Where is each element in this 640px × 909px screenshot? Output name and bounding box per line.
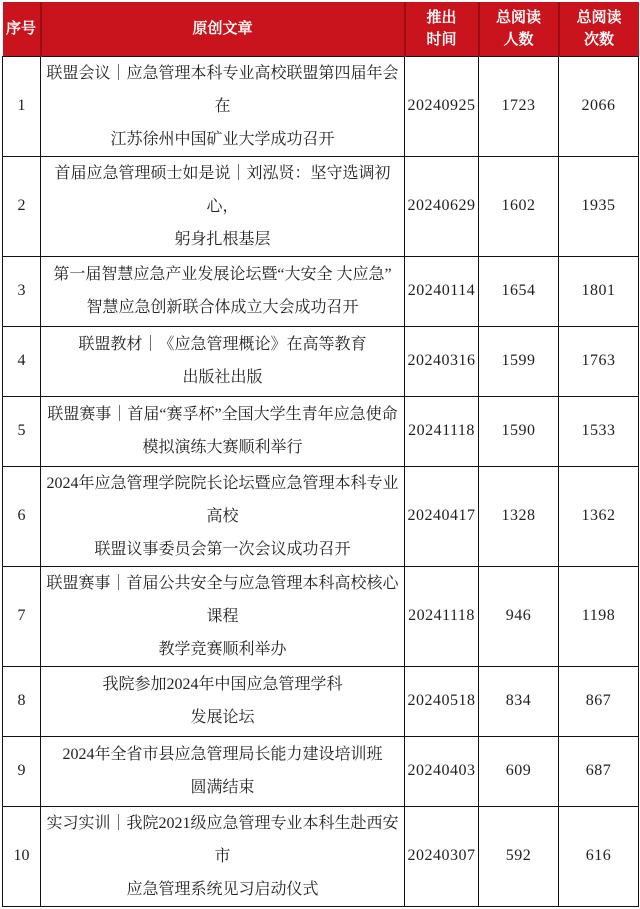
row-index-cell: 1: [3, 56, 41, 156]
article-title-cell: [41, 256, 405, 326]
col-header-article: [41, 2, 405, 56]
total-reads-cell: 687: [559, 736, 639, 806]
row-index-cell: 7: [3, 566, 41, 666]
table-body: [3, 56, 639, 906]
table-row: [3, 806, 639, 906]
publish-date-cell: 20240316: [405, 326, 479, 396]
article-title-line2: 圆满结束: [190, 779, 255, 796]
article-title-line2: 躬身扎根基层: [174, 230, 271, 248]
total-reads-cell: 2066: [559, 56, 639, 156]
table-row: [3, 566, 639, 666]
article-title-line2: 教学竞赛顺利举办: [158, 640, 287, 658]
total-reads-cell: 1533: [559, 396, 639, 466]
col-header-total-reads: 总阅读 次数: [559, 2, 639, 56]
total-reads-cell: 1801: [559, 256, 639, 326]
article-title-line1: 2024年全省市县应急管理局长能力建设培训班: [62, 746, 383, 763]
article-title-line1: 实习实训｜我院2021级应急管理专业本科生赴西安市: [46, 814, 399, 865]
table-row: [3, 326, 639, 396]
total-reads-cell: 1935: [559, 156, 639, 256]
table-row: [3, 466, 639, 566]
article-title-line1: 联盟赛事｜首届公共安全与应急管理本科高校核心课程: [46, 574, 399, 625]
article-stats-table: [2, 2, 639, 907]
article-title-line1: 首届应急管理硕士如是说｜刘泓贤：坚守选调初心，: [54, 164, 391, 215]
article-title-cell: [41, 56, 405, 156]
total-readers-cell: 946: [479, 566, 559, 666]
total-readers-cell: 834: [479, 666, 559, 736]
header-row: [3, 2, 639, 56]
article-title-line1: 联盟教材｜《应急管理概论》在高等教育: [78, 336, 367, 353]
article-title-cell: [41, 666, 405, 736]
publish-date-cell: 20241118: [405, 396, 479, 466]
article-title-cell: [41, 326, 405, 396]
article-title-cell: [41, 156, 405, 256]
total-readers-cell: 1328: [479, 466, 559, 566]
article-title-line1: 第一届智慧应急产业发展论坛暨“大安全 大应急”: [53, 266, 392, 283]
total-reads-cell: 1362: [559, 466, 639, 566]
article-title-cell: [41, 736, 405, 806]
publish-date-cell: 20240417: [405, 466, 479, 566]
publish-date-cell: 20241118: [405, 566, 479, 666]
col-header-total-readers: 总阅读 人数: [479, 2, 559, 56]
total-readers-cell: 1602: [479, 156, 559, 256]
total-reads-cell: 1198: [559, 566, 639, 666]
table-row: [3, 56, 639, 156]
row-index-cell: 9: [3, 736, 41, 806]
article-title-line2: 江苏徐州中国矿业大学成功召开: [110, 130, 335, 148]
article-title-line2: 应急管理系统见习启动仪式: [126, 880, 319, 898]
table-row: [3, 256, 639, 326]
total-reads-cell: 1763: [559, 326, 639, 396]
article-title-cell: [41, 806, 405, 906]
article-title-line2: 出版社出版: [182, 369, 263, 386]
total-readers-cell: 1590: [479, 396, 559, 466]
article-title-line1: 联盟赛事｜首届“赛孚杯”全国大学生青年应急使命: [47, 406, 398, 423]
col-header-index-label: 序号: [5, 19, 36, 37]
total-readers-cell: 609: [479, 736, 559, 806]
publish-date-cell: 20240403: [405, 736, 479, 806]
col-header-publish-date: 推出 时间: [405, 2, 479, 56]
row-index-cell: 3: [3, 256, 41, 326]
total-reads-cell: 616: [559, 806, 639, 906]
col-header-index: [3, 2, 41, 56]
publish-date-cell: 20240307: [405, 806, 479, 906]
publish-date-cell: 20240114: [405, 256, 479, 326]
article-title-line2: 智慧应急创新联合体成立大会成功召开: [86, 299, 359, 316]
total-readers-cell: 592: [479, 806, 559, 906]
article-title-line1: 联盟会议｜应急管理本科专业高校联盟第四届年会在: [46, 64, 399, 115]
col-header-article-label: 原创文章: [192, 19, 253, 37]
article-title-cell: [41, 466, 405, 566]
publish-date-cell: 20240629: [405, 156, 479, 256]
row-index-cell: 4: [3, 326, 41, 396]
article-title-line2: 发展论坛: [190, 709, 255, 726]
article-title-line2: 联盟议事委员会第一次会议成功召开: [94, 540, 351, 558]
publish-date-cell: 20240925: [405, 56, 479, 156]
row-index-cell: 10: [3, 806, 41, 906]
total-readers-cell: 1723: [479, 56, 559, 156]
table-row: [3, 396, 639, 466]
article-title-line1: 我院参加2024年中国应急管理学科: [102, 676, 343, 693]
row-index-cell: 5: [3, 396, 41, 466]
row-index-cell: 8: [3, 666, 41, 736]
row-index-cell: 2: [3, 156, 41, 256]
total-readers-cell: 1599: [479, 326, 559, 396]
publish-date-cell: 20240518: [405, 666, 479, 736]
row-index-cell: 6: [3, 466, 41, 566]
table-row: [3, 666, 639, 736]
table-row: [3, 736, 639, 806]
article-title-cell: [41, 566, 405, 666]
article-title-line1: 2024年应急管理学院院长论坛暨应急管理本科专业高校: [46, 474, 399, 525]
article-title-line2: 模拟演练大赛顺利举行: [142, 439, 303, 456]
article-title-cell: [41, 396, 405, 466]
total-readers-cell: 1654: [479, 256, 559, 326]
total-reads-cell: 867: [559, 666, 639, 736]
table-row: [3, 156, 639, 256]
